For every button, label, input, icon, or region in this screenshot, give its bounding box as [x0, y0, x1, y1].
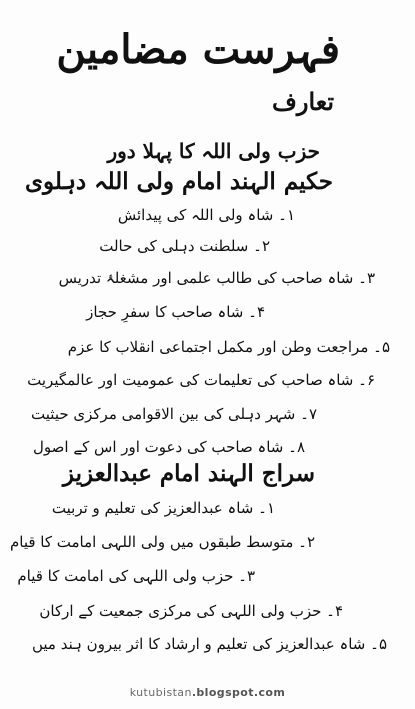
toc-item: ۷۔ شہر دہلی کی بین الاقوامی مرکزی حیثیت — [31, 405, 317, 423]
toc-item: ۴۔ شاہ صاحب کا سفرِ حجاز — [86, 303, 265, 321]
section2-heading: سراج الہند امام عبدالعزیز — [62, 460, 315, 487]
footer-watermark — [0, 686, 415, 699]
toc-item: ۲۔ متوسط طبقوں میں ولی اللہی امامت کا قیام — [9, 533, 315, 551]
section1-heading: حکیم الہند امام ولی اللہ دہلوی — [24, 168, 333, 195]
toc-item: ۳۔ حزب ولی اللہی کی امامت کا قیام — [17, 567, 255, 585]
toc-item: ۵۔ شاہ عبدالعزیز کی تعلیم و ارشاد کا اثر بیرون ہند میں — [31, 635, 387, 653]
toc-item: ۱۔ شاہ عبدالعزیز کی تعلیم و تربیت — [51, 499, 275, 517]
section1-subtitle: حزب ولی اللہ کا پہلا دور — [107, 139, 320, 163]
intro-heading: تعارف — [271, 87, 335, 116]
footer-site-domain: .blogspot.com — [191, 686, 286, 699]
page-title: فہرست مضامین — [56, 26, 340, 73]
toc-item: ۱۔ شاہ ولی اللہ کی پیدائش — [117, 206, 295, 224]
toc-item: ۶۔ شاہ صاحب کی تعلیمات کی عمومیت اور عالمگیریت — [27, 371, 375, 389]
toc-item: ۸۔ شاہ صاحب کی دعوت اور اس کے اصول — [33, 438, 305, 456]
toc-item: ۴۔ حزب ولی اللہی کی مرکزی جمعیت کے ارکان — [39, 602, 343, 620]
toc-item: ۵۔ مراجعت وطن اور مکمل اجتماعی انقلاب کا عزم — [67, 338, 390, 356]
toc-item: ۳۔ شاہ صاحب کی طالب علمی اور مشغلۂ تدریس — [58, 269, 375, 287]
toc-item: ۲۔ سلطنت دہلی کی حالت — [99, 237, 270, 255]
footer-site-name: kutubistan — [129, 686, 192, 699]
